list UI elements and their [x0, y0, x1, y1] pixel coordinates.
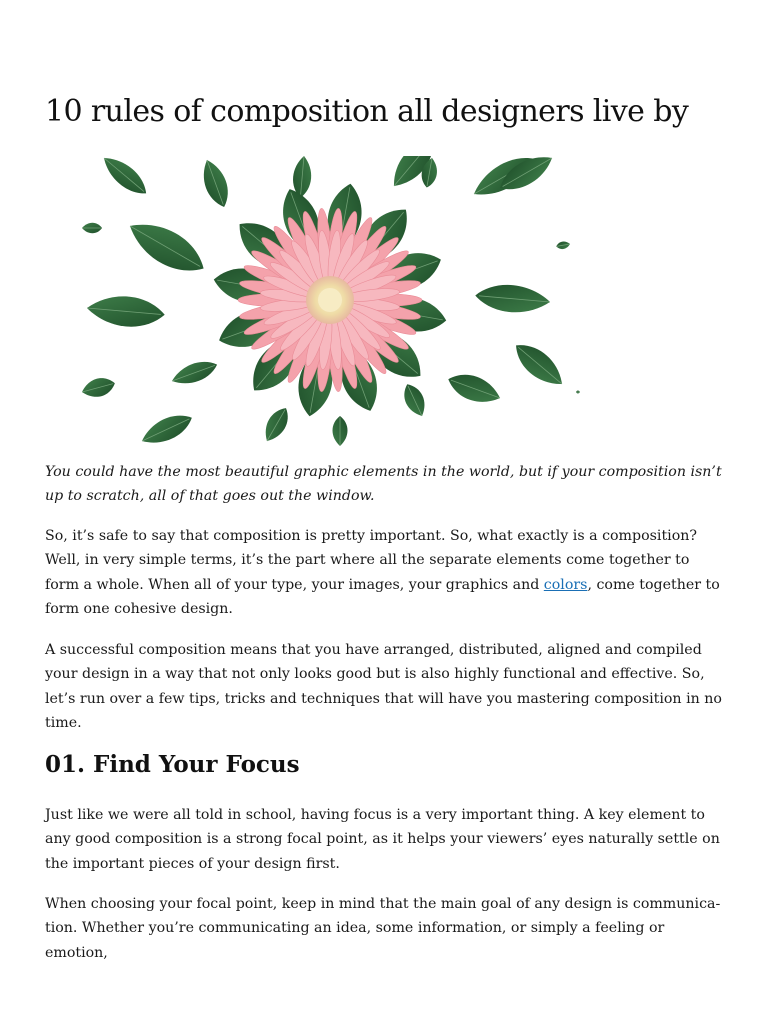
leaf-9 [444, 368, 504, 409]
colors-link[interactable]: colors [543, 576, 588, 593]
leaf-2 [197, 156, 234, 210]
paragraph-focus: Just like we were all told in school, having focus is a very important thing. A key element to any good composition is a strong focal point, as it helps your viewers’ eyes naturally settle on the important pieces of your design first. [45, 807, 720, 872]
flower-illustration [82, 156, 580, 446]
paragraph-intro-text-1: So, it’s safe to say that composition is pretty important. So, what exactly is a composition? Well, in very simple terms, it’s the part where all the separate elements come together to form a whole. When all of your type, your images, your graphics and [45, 528, 697, 593]
article-title: 10 rules of composition all designers live by [45, 94, 689, 129]
leaf-15 [86, 293, 166, 330]
paragraph-successful-composition: A successful composition means that you have arranged, distributed, aligned and compiled your design in a way that not only looks good but is also highly functional and effective. So, let’s run over a few tips, tricks and techniques that will have you mastering composition in no time. [45, 642, 722, 732]
paragraph-focal-point: When choosing your focal point, keep in mind that the main goal of any design is communica-tion. Whether you’re communicating an idea, some information, or simply a feeling or emotion, [45, 896, 721, 961]
leaf-21 [576, 391, 580, 394]
leaf-1 [98, 156, 153, 201]
leaf-8 [508, 336, 569, 393]
leaf-17 [82, 223, 102, 234]
leaf-12 [259, 404, 294, 446]
leaf-7 [474, 282, 551, 315]
paragraph-intro-text-2: , come together to form one cohesive design. [45, 576, 720, 618]
leaf-13 [138, 408, 197, 446]
paragraph-intro [45, 524, 727, 622]
leaf-14 [82, 375, 117, 401]
section-heading-find-your-focus: 01. Find Your Focus [45, 751, 300, 778]
leaf-16 [122, 212, 212, 283]
leaf-6 [556, 240, 571, 250]
image-caption: You could have the most beautiful graphic elements in the world, but if your composition isn’t up to scratch, all of that goes out the window. [45, 464, 722, 505]
leaf-10 [399, 380, 430, 419]
leaf-11 [333, 416, 348, 446]
hero-image-flower [82, 156, 580, 446]
flower-center-core [318, 288, 342, 312]
leaf-18 [169, 356, 220, 389]
